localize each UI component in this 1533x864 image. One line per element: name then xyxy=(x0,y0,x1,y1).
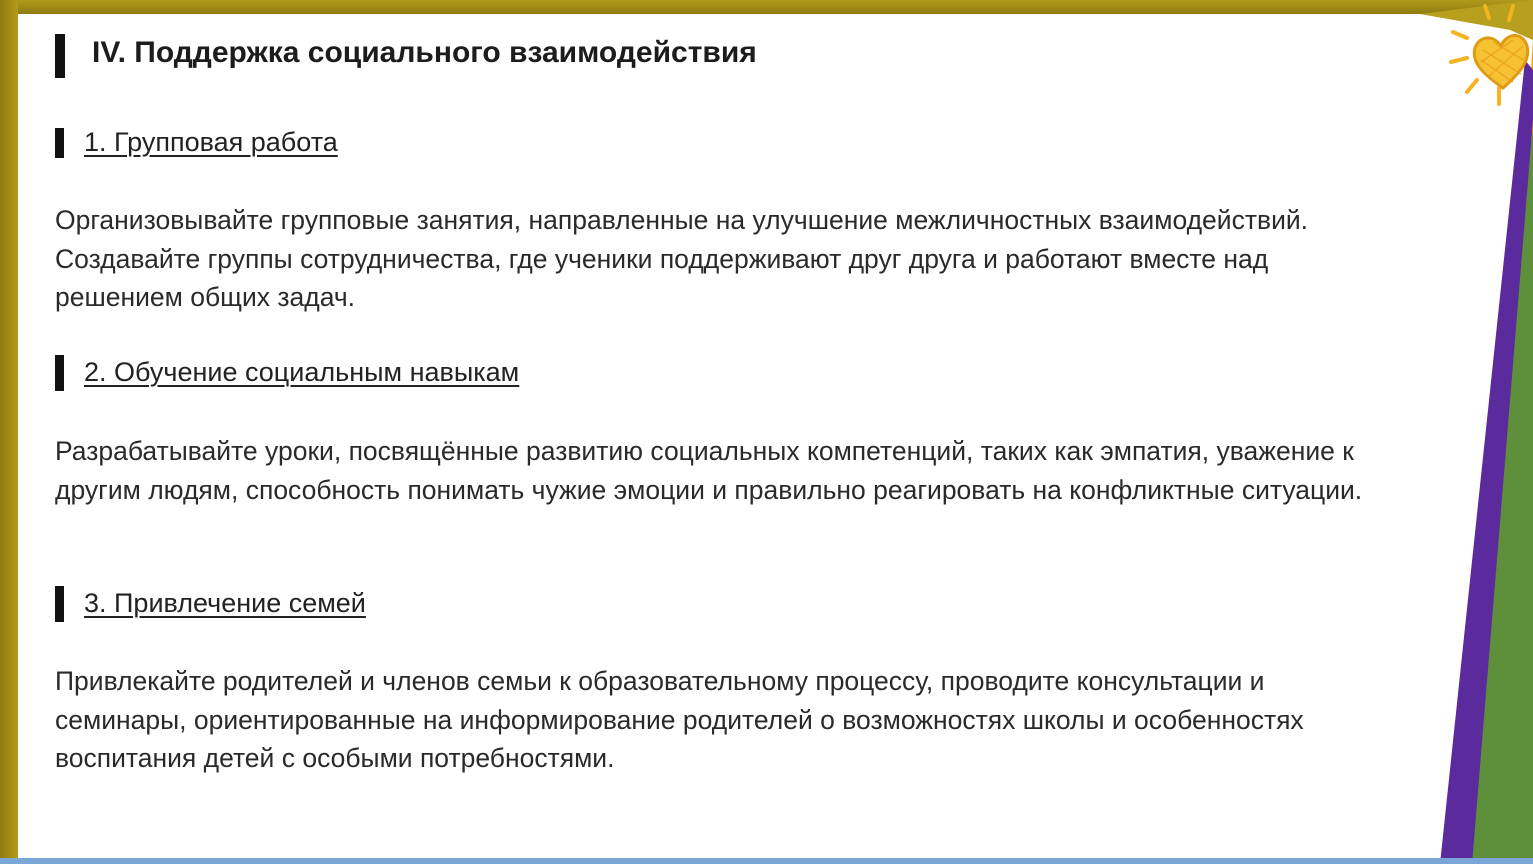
section-heading-social-skills: 2. Обучение социальным навыкам xyxy=(84,357,520,387)
slide-bottom-strip xyxy=(0,858,1533,864)
title-bullet-bar xyxy=(55,34,65,78)
section-bullet-bar xyxy=(55,586,64,622)
section-bullet-bar xyxy=(55,355,64,391)
section-body-group-work: Организовывайте групповые занятия, направленные на улучшение межличностных взаимодействий. Создавайте группы сотрудничества, где ученики поддерживают друг друга и работают вместе над решением общих задач. xyxy=(55,205,1309,312)
section-heading-group-work: 1. Групповая работа xyxy=(84,127,338,157)
section-heading-family-involvement: 3. Привлечение семей xyxy=(84,588,366,618)
section-bullet-bar xyxy=(55,128,64,158)
page-title: IV. Поддержка социального взаимодействия xyxy=(92,36,757,69)
section-body-family-involvement: Привлекайте родителей и членов семьи к образовательному процессу, проводите консультации и семинары, ориентированные на информирование родителей о возможностях школы и особенностях воспитания детей с особыми потребностями. xyxy=(55,666,1304,773)
section-body-social-skills: Разрабатывайте уроки, посвящённые развитию социальных компетенций, таких как эмпатия, уважение к другим людям, способность понимать чужие эмоции и правильно реагировать на конфликтные ситуации. xyxy=(55,436,1363,505)
